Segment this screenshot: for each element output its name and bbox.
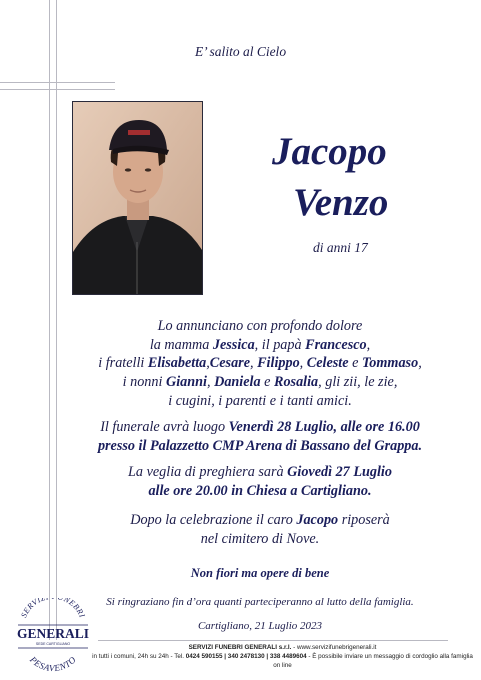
deceased-last-name: Venzo xyxy=(293,181,389,224)
funeral-line: Il funerale avrà luogo Venerdì 28 Luglio, alle ore 16.00 xyxy=(100,419,420,435)
burial-line: Dopo la celebrazione il caro Jacopo riposerà xyxy=(130,512,390,528)
vigil-block xyxy=(40,463,480,500)
svg-text:SERVIZI FUNEBRI: SERVIZ NEBRI xyxy=(19,598,87,620)
place-date: Cartigliano, 21 Luglio 2023 xyxy=(197,620,323,632)
company-logo xyxy=(14,598,92,672)
announcement-line: i fratelli Elisabetta,Cesare, Filippo, Celeste e Tommaso, xyxy=(98,355,422,372)
thanks-note: Si ringraziano fin d’ora quanti parteciperanno al lutto della famiglia. xyxy=(106,596,414,608)
company-logo-graphic xyxy=(14,598,92,672)
funeral-block xyxy=(40,418,480,455)
cross-horizontal xyxy=(0,82,115,83)
vigil-date: Giovedì 27 Luglio xyxy=(287,464,392,480)
footer-divider xyxy=(98,640,448,641)
announcement-line: i nonni Gianni, Daniela e Rosalia, gli zii, le zie, xyxy=(122,374,398,391)
funeral-date: Venerdì 28 Luglio, alle ore 16.00 xyxy=(228,419,420,435)
footer-line-company: SERVIZI FUNEBRI GENERALI s.r.l. - www.servizifunebrigenerali.it xyxy=(188,644,377,651)
portrait-illustration xyxy=(73,102,202,294)
deceased-age: di anni 17 xyxy=(313,240,368,255)
svg-text:PESAVENTO: PESAVENTO xyxy=(27,654,79,672)
svg-text:SEDE CARTIGLIANO: SEDE CARTIGLIANO xyxy=(35,642,71,646)
footer-line-phones: in tutti i comuni, 24h su 24h - Tel. 0424 590155 | 340 2478130 | 338 4489604 - È possibile inviare un messaggio di cordoglio alla famiglia on line xyxy=(92,653,473,669)
burial-block xyxy=(40,511,480,548)
vigil-line: La veglia di preghiera sarà Giovedì 27 Luglio xyxy=(128,464,392,480)
announcement-block xyxy=(40,317,480,411)
svg-text:GENERALI: GENERALI xyxy=(16,626,90,641)
flowers-note: Non fiori ma opere di bene xyxy=(190,566,330,580)
deceased-first-name: Jacopo xyxy=(272,130,387,173)
father-name: Francesco xyxy=(305,336,367,353)
burial-place: nel cimitero di Nove. xyxy=(200,530,320,547)
vigil-location: alle ore 20.00 in Chiesa a Cartigliano. xyxy=(148,482,372,499)
cross-horizontal-inner xyxy=(0,89,115,90)
announcement-line: i cugini, i parenti e i tanti amici. xyxy=(168,392,352,409)
deceased-photo xyxy=(72,101,203,295)
intro-text: E’ salito al Cielo xyxy=(194,44,287,59)
funeral-location: presso il Palazzetto CMP Arena di Bassano del Grappa. xyxy=(97,437,423,454)
announcement-line: Lo annunciano con profondo dolore xyxy=(157,318,363,334)
announcement-line: la mamma Jessica, il papà Francesco, xyxy=(149,336,371,353)
footer-contacts xyxy=(90,643,475,670)
mother-name: Jessica xyxy=(212,336,255,353)
